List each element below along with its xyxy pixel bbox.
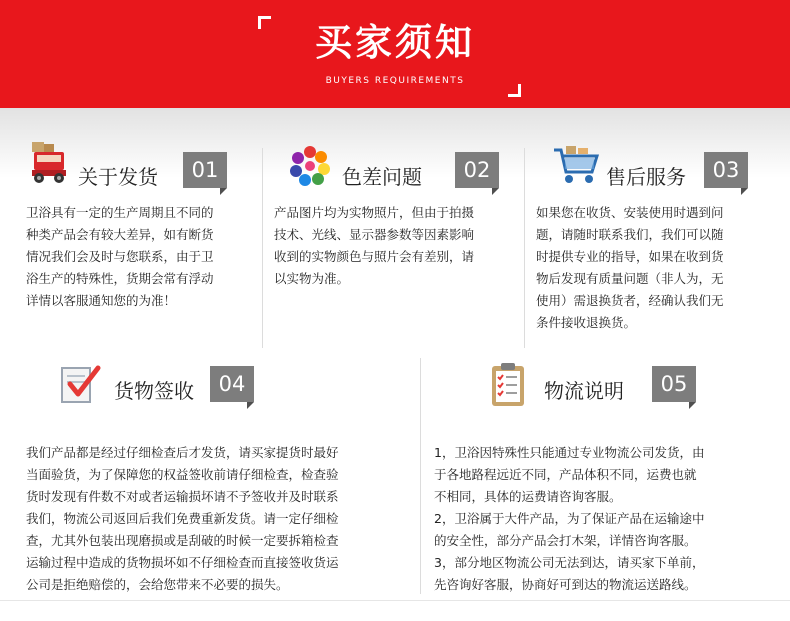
section-logistics bbox=[420, 362, 790, 592]
section-header bbox=[524, 140, 790, 196]
section-after-sales bbox=[524, 140, 790, 350]
clipboard-checklist-icon bbox=[488, 362, 528, 408]
section-title: 关于发货 bbox=[78, 165, 158, 189]
section-text: 1，卫浴因特殊性只能通过专业物流公司发货，由 于各地路程远近不同，产品体积不同，运费也就 不相同，具体的运费请咨询客服。 2，卫浴属于大件产品，为了保证产品在运输途中 的安全性，部分产品会打木架，详情咨询客服。 3，部分地区物流公司无法到达，请买家下单前， 先咨询好客服，协商好可到达的物流运送路线。 bbox=[434, 445, 705, 592]
page-subtitle: BUYERS REQUIREMENTS bbox=[325, 76, 465, 86]
section-header bbox=[0, 140, 262, 196]
color-palette-icon bbox=[288, 144, 332, 188]
page-title: 买家须知 bbox=[315, 21, 475, 64]
section-text: 我们产品都是经过仔细检查后才发货，请买家提货时最好 当面验货，为了保障您的权益签收前请仔细检查，检查验 货时发现有件数不对或者运输损坏请不予签收并及时联系 我们，物流公司返回后我们免费重新发货。请一定仔细检 查，尤其外包装出现磨损或是刮破的时候一定要拆箱检查 运输过程中造成的货物损坏如不仔细检查而直接签收货运 公司是拒绝赔偿的，会给您带来不必要的损失。 bbox=[26, 445, 339, 592]
header-banner bbox=[0, 0, 790, 108]
section-number-badge: 01 bbox=[183, 152, 227, 188]
section-number-badge: 04 bbox=[210, 366, 254, 402]
section-number-badge: 02 bbox=[455, 152, 499, 188]
shopping-cart-icon bbox=[552, 144, 602, 188]
section-text: 产品图片均为实物照片，但由于拍摄 技术、光线、显示器参数等因素影响 收到的实物颜色与照片会有差别，请 以实物为准。 bbox=[274, 205, 475, 286]
section-text: 卫浴具有一定的生产周期且不同的 种类产品会有较大差异，如有断货 情况我们会及时与您联系，由于卫 浴生产的特殊性，货期会常有浮动 详情以客服通知您的为准！ bbox=[26, 205, 214, 308]
section-shipping bbox=[0, 140, 262, 350]
section-goods-receipt bbox=[0, 362, 420, 592]
section-title: 物流说明 bbox=[544, 379, 624, 403]
section-number-badge: 03 bbox=[704, 152, 748, 188]
section-text: 如果您在收货、安装使用时遇到问 题，请随时联系我们，我们可以随 时提供专业的指导，如果在收到货 物后发现有质量问题（非人为，无 使用）需退换货者，经确认我们无 条件接收退换货。 bbox=[536, 205, 724, 330]
section-header bbox=[0, 362, 420, 418]
section-title: 售后服务 bbox=[606, 165, 686, 189]
checkmark-icon bbox=[58, 362, 102, 406]
section-title: 货物签收 bbox=[114, 379, 194, 403]
section-number-badge: 05 bbox=[652, 366, 696, 402]
section-title: 色差问题 bbox=[342, 165, 422, 189]
section-header bbox=[262, 140, 524, 196]
section-header bbox=[420, 362, 790, 418]
delivery-truck-icon bbox=[26, 140, 72, 186]
section-color-difference bbox=[262, 140, 524, 350]
bottom-divider bbox=[0, 600, 790, 601]
